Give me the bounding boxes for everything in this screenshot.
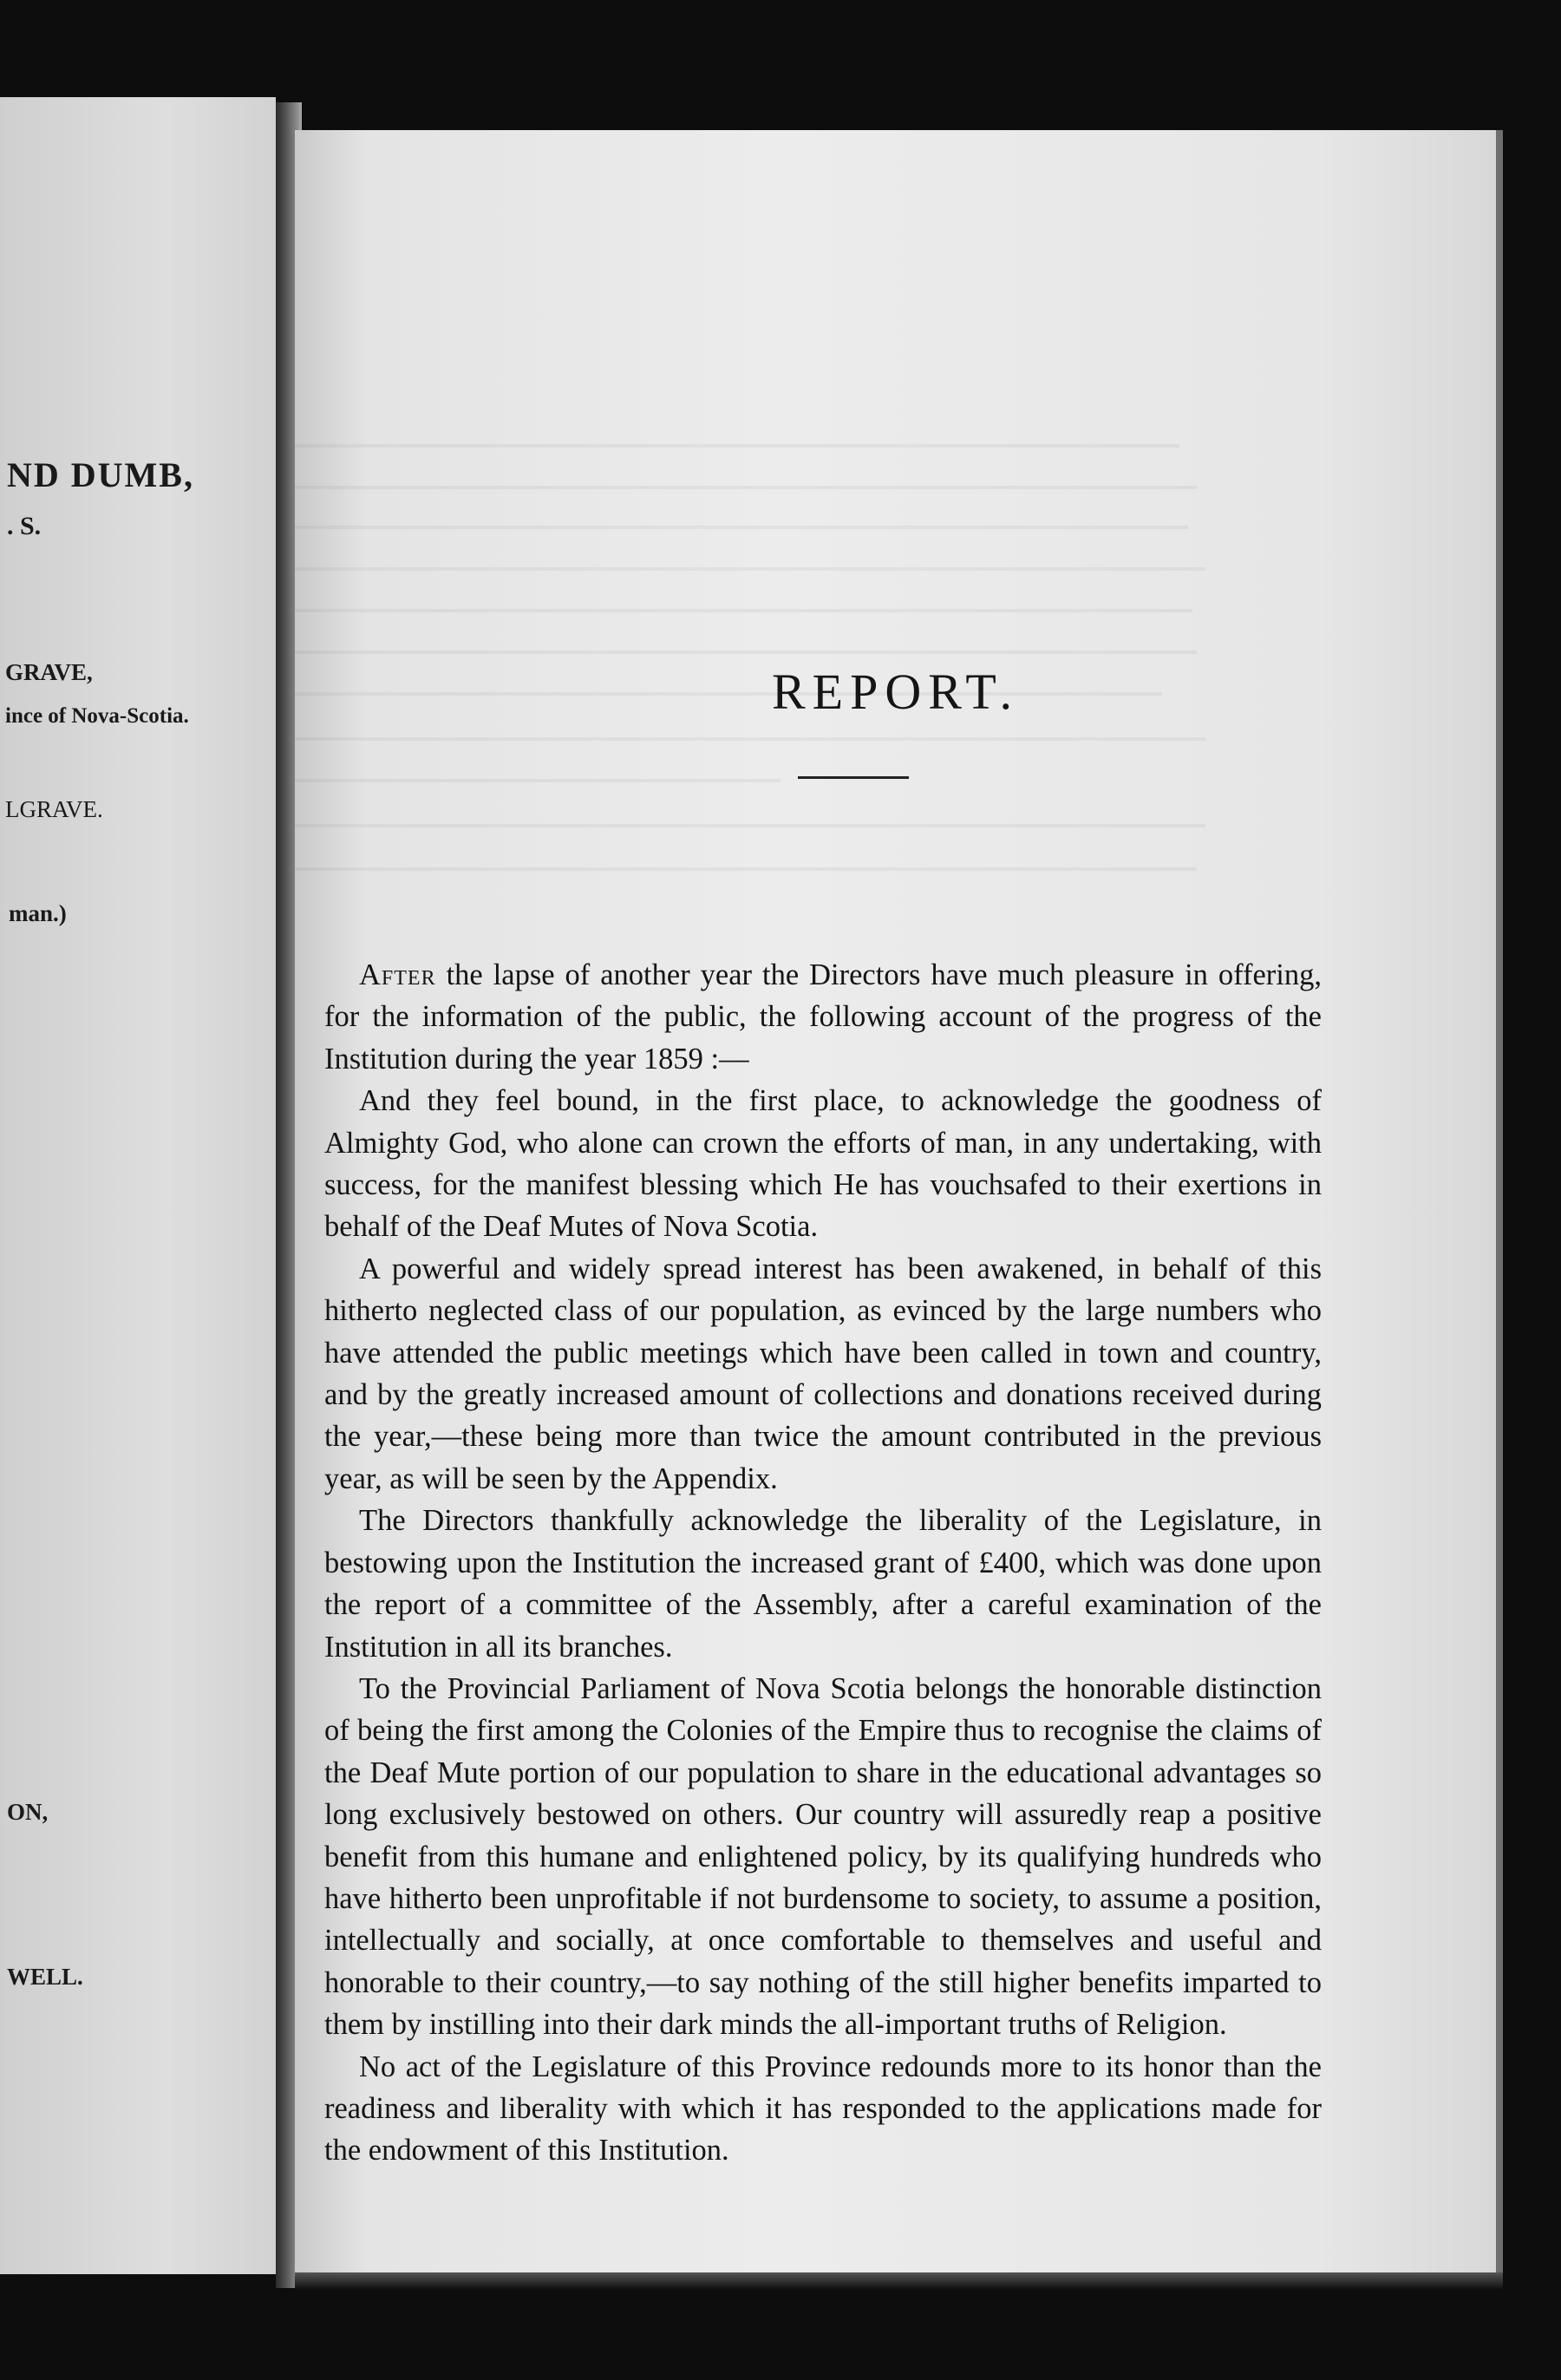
left-page-line: WELL. <box>7 1964 83 1990</box>
left-page-line: . S. <box>7 512 42 540</box>
paragraph: No act of the Legislature of this Province redounds more to its honor than the readiness and liberality with which it has responded to the applications made for the endowment of this Institution. <box>324 2050 1322 2168</box>
report-page <box>295 130 1496 2272</box>
page-edge <box>1496 130 1503 2272</box>
left-facing-page <box>0 97 276 2274</box>
report-body <box>324 954 1322 2172</box>
left-page-line: LGRAVE. <box>5 796 103 822</box>
left-page-line: ND DUMB, <box>7 455 194 494</box>
report-title: REPORT. <box>771 664 1020 720</box>
paragraph: The Directors thankfully acknowledge the liberality of the Legislature, in bestowing upon the Institution the increased grant of £400, which was done upon the report of a committee of the Assembly, after a careful examination of the Institution in all its branches. <box>324 1504 1322 1664</box>
paragraph: To the Provincial Parliament of Nova Scotia belongs the honorable distinction of being the first among the Colonies of the Empire thus to recognise the claims of the Deaf Mute portion of our population to share in the educational advantages so long exclusively bestowed on others. Our country will assuredly reap a positive benefit from this humane and enlightened policy, by its qualifying hundreds who have hitherto been unprofitable if not burdensome to society, to assume a position, intellectually and socially, at once comfortable to themselves and useful and honorable to their country,—to say nothing of the still higher benefits imparted to them by instilling into their dark minds the all-important truths of Religion. <box>324 1671 1322 2042</box>
left-page-line: GRAVE, <box>5 659 93 685</box>
paragraph: A powerful and widely spread interest has been awakened, in behalf of this hitherto neglected class of our population, as evinced by the large numbers who have attended the public meetings which have been called in town and country, and by the greatly increased amount of collections and donations received during the year,—these being more than twice the amount contributed in the previous year, as will be seen by the Appendix. <box>324 1252 1322 1495</box>
left-page-line: man.) <box>9 900 67 926</box>
title-rule <box>798 776 909 779</box>
left-page-line: ince of Nova-Scotia. <box>5 704 189 728</box>
paragraph: After the lapse of another year the Directors have much pleasure in offering, for the information of the public, the following account of the progress of the Institution during the year 1859 :— <box>324 958 1322 1076</box>
left-page-line: ON, <box>7 1799 49 1825</box>
paragraph: And they feel bound, in the first place, to acknowledge the goodness of Almighty God, who alone can crown the efforts of man, in any undertaking, with success, for the manifest blessing which He has vouchsafed to their exertions in behalf of the Deaf Mutes of Nova Scotia. <box>324 1084 1322 1244</box>
drop-word: After <box>359 958 436 991</box>
page-shadow <box>295 2272 1503 2290</box>
